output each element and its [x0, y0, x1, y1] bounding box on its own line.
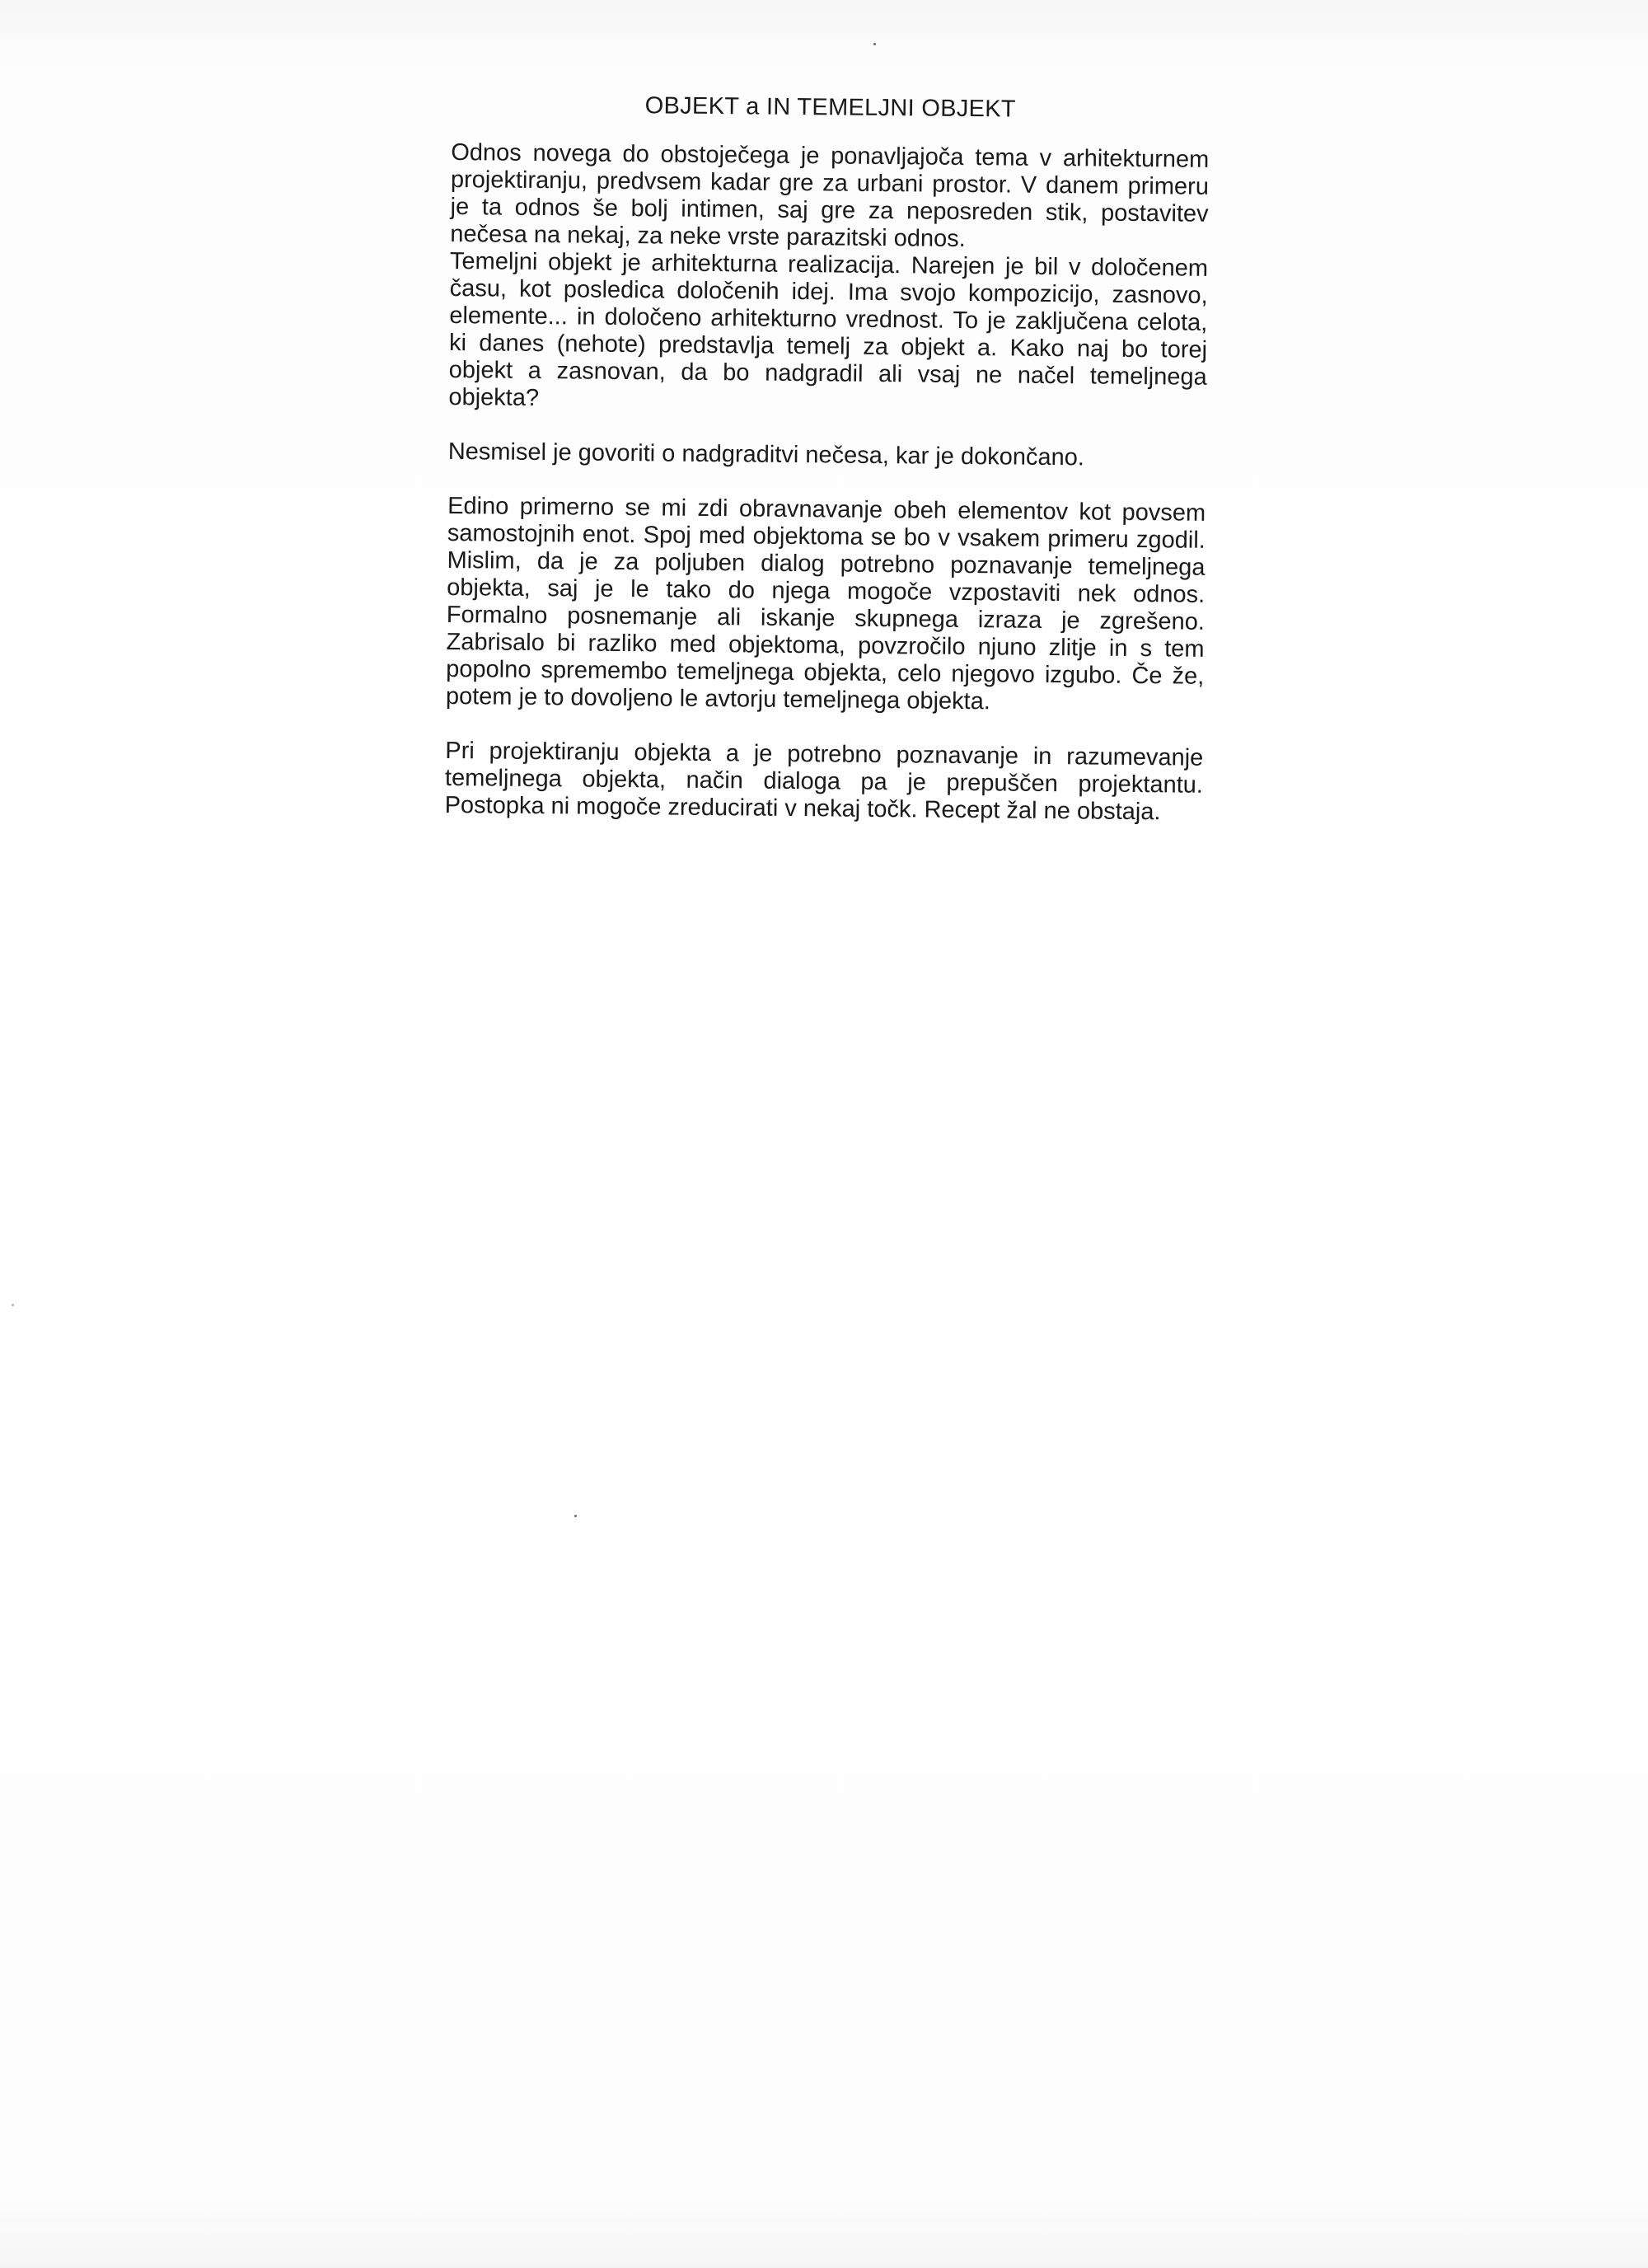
paragraph-nonsense: Nesmisel je govoriti o nadgraditvi nečesa, kar je dokončano.: [447, 438, 1085, 471]
paragraph-foundation-object: Temeljni objekt je arhitekturna realizacija. Narejen je bil v določenem času, kot posledica določenih idej. Ima svojo kompozicijo, zasnovo, elemente... in določeno arhitekturno vrednost. To je zaključena celota, ki danes (nehote) predstavlja temelj za objekt a. Kako naj bo torej objekt a zasnovan, da bo nadgradil ali vsaj ne načel temeljnega objekta?: [448, 247, 1209, 412]
scan-speck: [574, 1515, 577, 1517]
document-title: OBJEKT a IN TEMELJNI OBJEKT: [644, 92, 1017, 123]
paragraph-intro: Odnos novega do obstoječega je ponavljajoča tema v arhitekturnem projektiranju, predvsem kadar gre za urbani prostor. V danem primeru je ta odnos še bolj intimen, saj gre za neposreden stik, postavitev nečesa na nekaj, za neke vrste parazitski odnos.: [450, 138, 1210, 252]
paragraph-independent-units: Edino primerno se mi zdi obravnavanje obeh elementov kot povsem samostojnih enot. Spoj med objektoma se bo v vsakem primeru zgodil. Mislim, da je za poljuben dialog potrebno poznavanje temeljnega objekta, saj je le tako do njega mogoče vzpostaviti nek odnos. Formalno posnemanje ali iskanje skupnega izraza je zgrešeno. Zabrisalo bi razliko med objektoma, povzročilo njuno zlitje in s tem popolno spremembo temeljnega objekta, celo njegovo izgubo. Če že, potem je to dovoljeno le avtorju temeljnega objekta.: [445, 492, 1206, 715]
paragraph-conclusion: Pri projektiranju objekta a je potrebno poznavanje in razumevanje temeljnega objekta, način dialoga pa je prepuščen projektantu. Postopka ni mogoče zreducirati v nekaj točk. Recept žal ne obstaja.: [444, 737, 1204, 826]
scan-speck: [873, 43, 876, 45]
document-body: [445, 91, 1210, 827]
scan-speck: [12, 1304, 14, 1306]
